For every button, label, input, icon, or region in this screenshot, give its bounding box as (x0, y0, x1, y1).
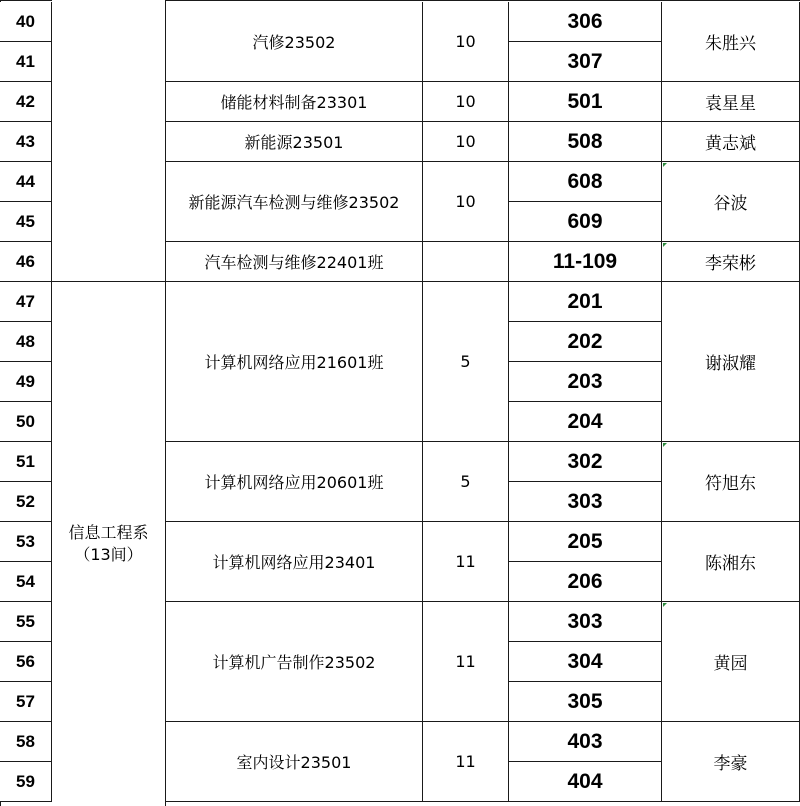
room-number: 501 (509, 82, 662, 122)
comment-indicator-icon (663, 163, 667, 167)
department-room-count: （13间） (74, 545, 143, 564)
row-number: 48 (0, 322, 52, 362)
class-name: 室内设计23501 (166, 722, 423, 802)
teacher-name: 黄志斌 (662, 122, 800, 162)
student-count: 10 (423, 2, 509, 82)
class-name: 储能材料制备23301 (166, 82, 423, 122)
comment-indicator-icon (663, 243, 667, 247)
student-count: 10 (423, 162, 509, 242)
teacher-name: 陈湘东 (662, 522, 800, 602)
room-number: 403 (509, 722, 662, 762)
room-number: 11-109 (509, 242, 662, 282)
class-name: 计算机网络应用21601班 (166, 282, 423, 442)
row-number: 47 (0, 282, 52, 322)
room-number: 609 (509, 202, 662, 242)
class-name: 计算机网络应用20601班 (166, 442, 423, 522)
room-number: 203 (509, 362, 662, 402)
student-count: 11 (423, 722, 509, 802)
room-number: 204 (509, 402, 662, 442)
room-number: 608 (509, 162, 662, 202)
teacher-name: 袁星星 (662, 82, 800, 122)
class-name: 计算机广告制作23502 (166, 602, 423, 722)
room-number: 302 (509, 442, 662, 482)
row-number: 59 (0, 762, 52, 802)
class-name: 计算机网络应用23401 (166, 522, 423, 602)
student-count: 10 (423, 82, 509, 122)
row-number: 57 (0, 682, 52, 722)
teacher-name: 谷波 (662, 162, 800, 242)
room-number: 305 (509, 682, 662, 722)
row-number: 53 (0, 522, 52, 562)
row-number: 40 (0, 2, 52, 42)
room-number: 201 (509, 282, 662, 322)
teacher-name: 谢淑耀 (662, 282, 800, 442)
row-number: 42 (0, 82, 52, 122)
room-number: 202 (509, 322, 662, 362)
room-number: 307 (509, 42, 662, 82)
teacher-name: 黄园 (662, 602, 800, 722)
room-number: 304 (509, 642, 662, 682)
row-number: 51 (0, 442, 52, 482)
row-number: 58 (0, 722, 52, 762)
student-count: 5 (423, 282, 509, 442)
department-name: 信息工程系 (68, 523, 149, 542)
teacher-name: 符旭东 (662, 442, 800, 522)
student-count: 11 (423, 602, 509, 722)
row-number: 52 (0, 482, 52, 522)
row-number: 50 (0, 402, 52, 442)
student-count: 10 (423, 122, 509, 162)
room-number: 303 (509, 482, 662, 522)
row-number: 56 (0, 642, 52, 682)
teacher-name: 李豪 (662, 722, 800, 802)
room-number: 303 (509, 602, 662, 642)
room-number: 205 (509, 522, 662, 562)
row-number: 54 (0, 562, 52, 602)
student-count: 11 (423, 522, 509, 602)
room-number: 404 (509, 762, 662, 802)
class-name: 新能源汽车检测与维修23502 (166, 162, 423, 242)
class-name: 汽修23502 (166, 2, 423, 82)
row-number: 44 (0, 162, 52, 202)
row-number: 55 (0, 602, 52, 642)
comment-indicator-icon (663, 443, 667, 447)
room-number: 306 (509, 2, 662, 42)
row-number: 45 (0, 202, 52, 242)
room-number: 508 (509, 122, 662, 162)
class-name: 新能源23501 (166, 122, 423, 162)
teacher-name: 朱胜兴 (662, 2, 800, 82)
room-number: 206 (509, 562, 662, 602)
class-name: 汽车检测与维修22401班 (166, 242, 423, 282)
comment-indicator-icon (663, 603, 667, 607)
row-number: 41 (0, 42, 52, 82)
teacher-name: 李荣彬 (662, 242, 800, 282)
row-number: 46 (0, 242, 52, 282)
student-count (423, 242, 509, 282)
row-number: 49 (0, 362, 52, 402)
department-cell (52, 282, 166, 806)
department-cell (52, 0, 166, 282)
row-number: 43 (0, 122, 52, 162)
student-count: 5 (423, 442, 509, 522)
